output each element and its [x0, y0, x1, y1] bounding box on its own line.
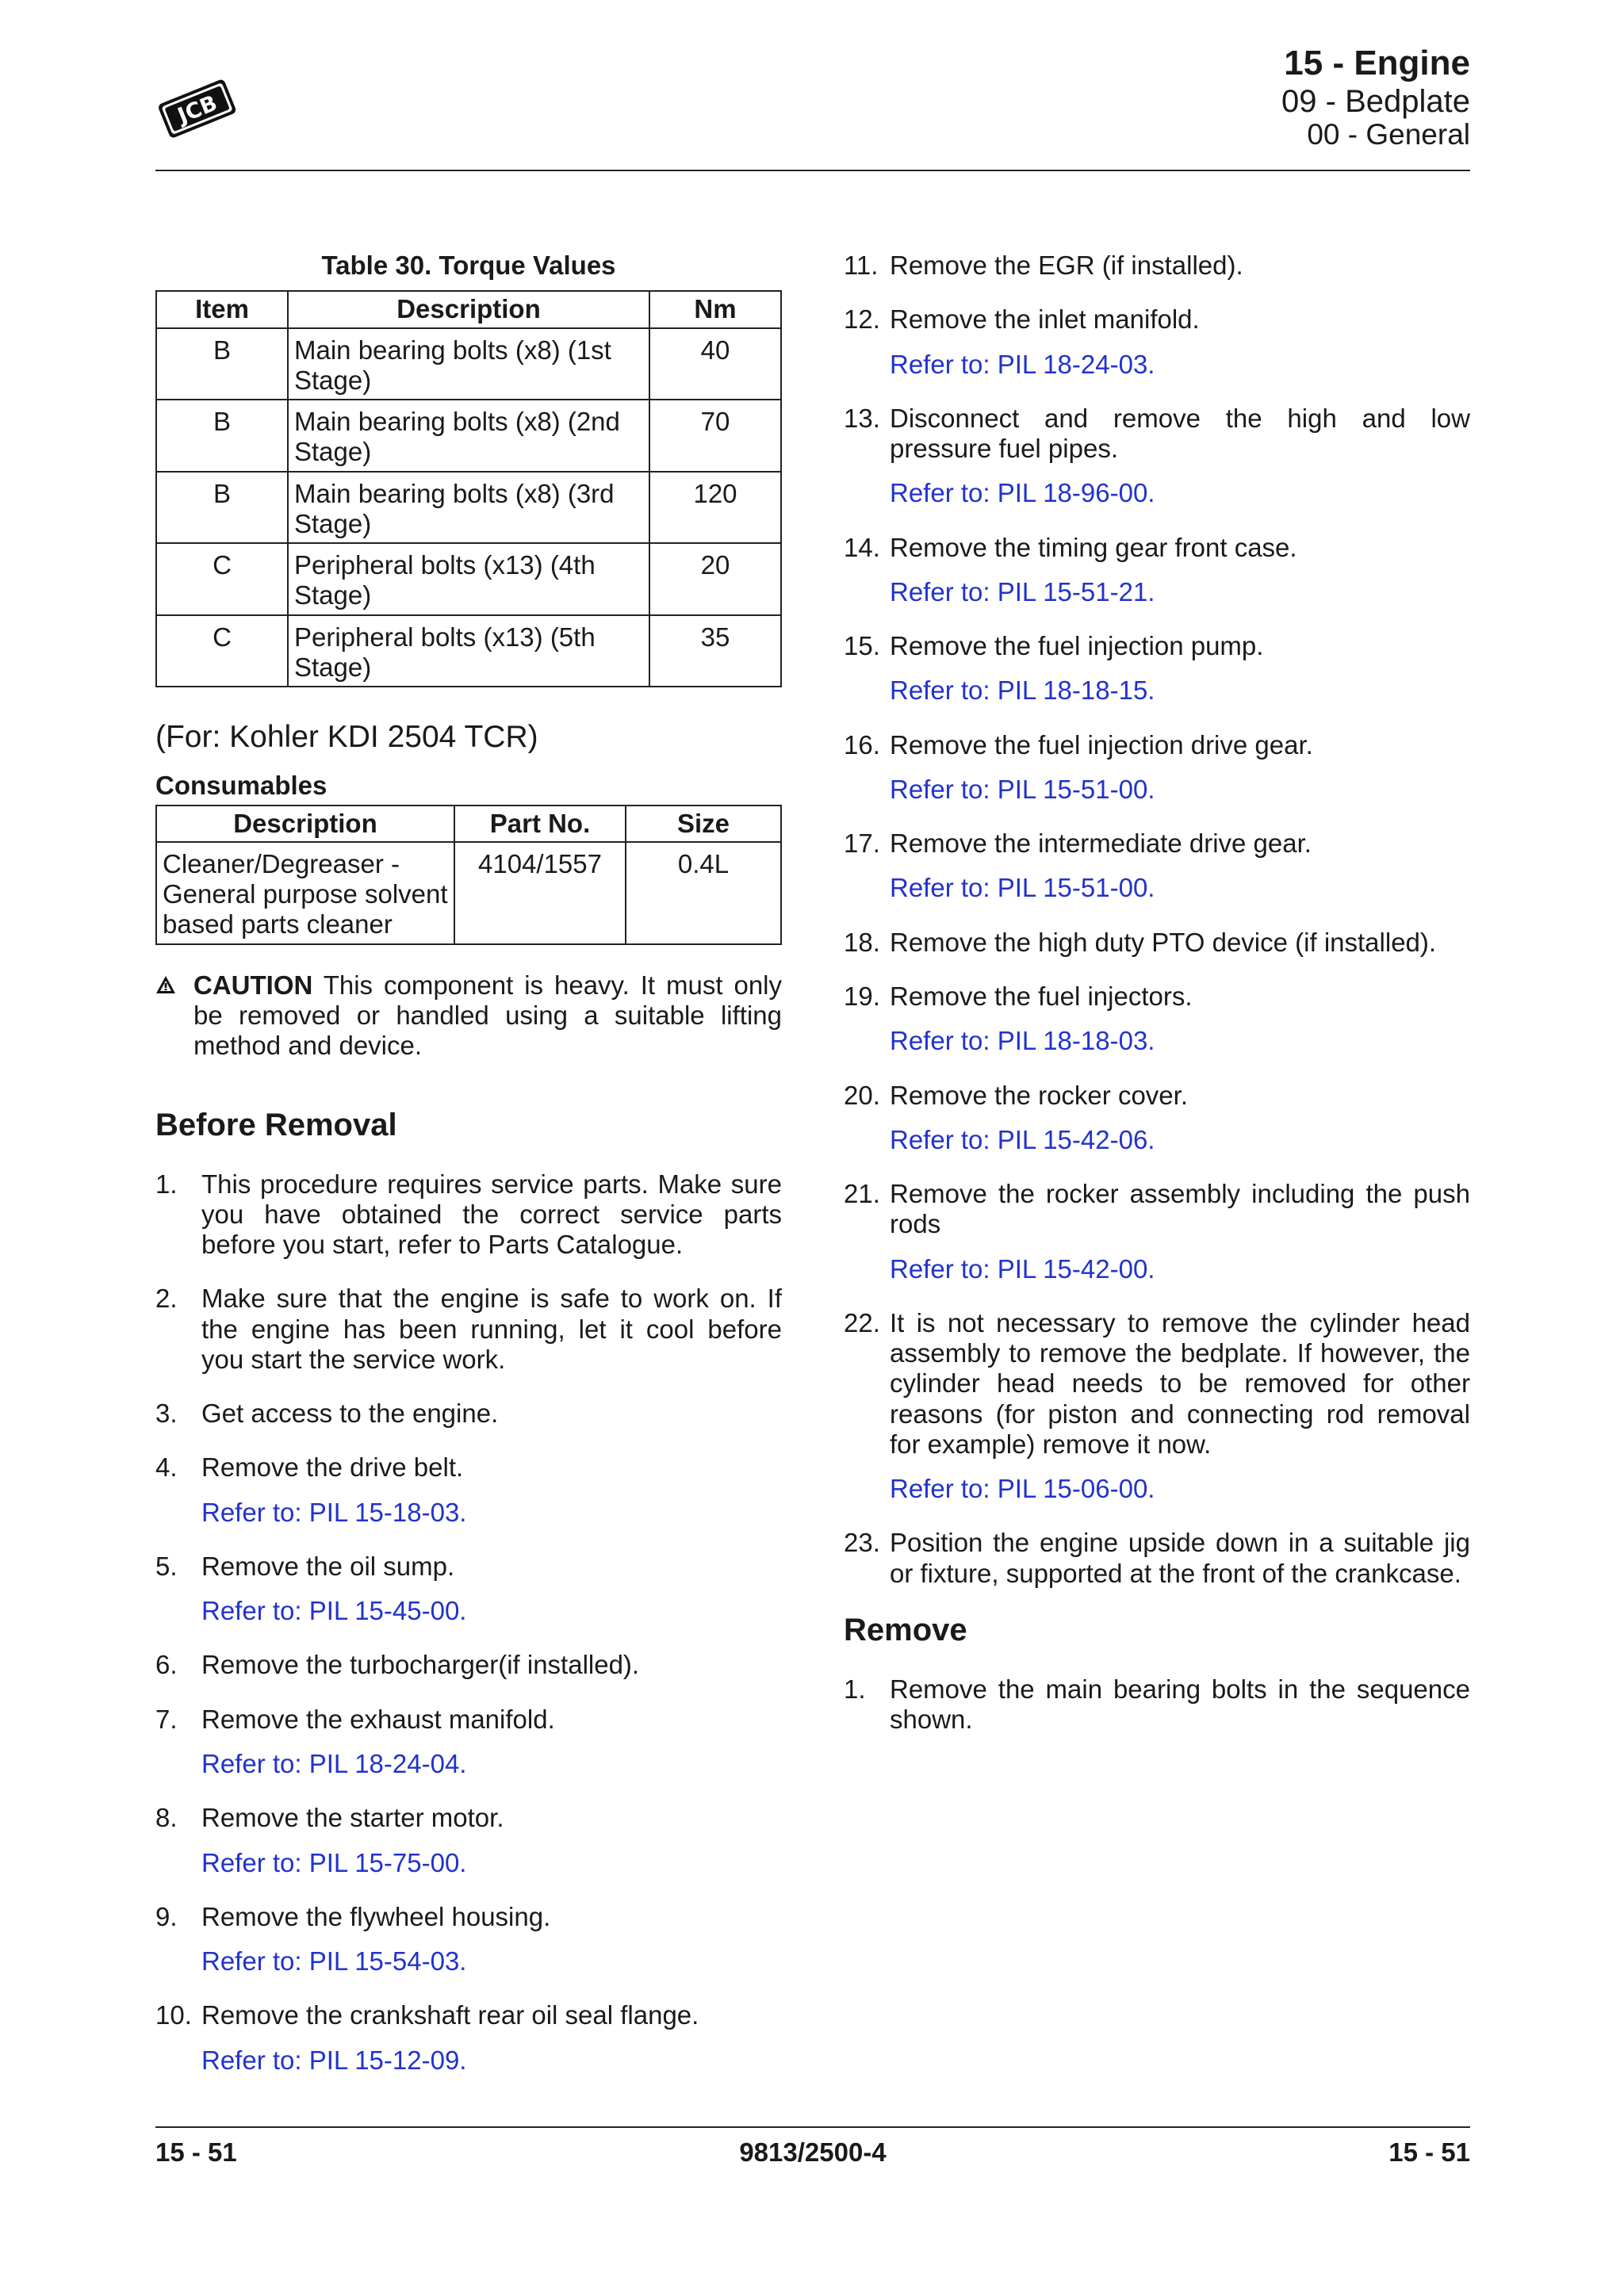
- step-number: 12.: [844, 304, 880, 335]
- step-text: Remove the fuel injection pump.: [890, 631, 1264, 661]
- step-text: Disconnect and remove the high and low pressure fuel pipes.: [890, 403, 1470, 464]
- step-number: 19.: [844, 981, 880, 1011]
- step-text: Remove the flywheel housing.: [201, 1901, 551, 1931]
- step-number: 11.: [844, 251, 879, 280]
- caution-text: This component is heavy. It must only be removed or handled using a suitable lifting method and device.: [193, 970, 782, 1061]
- consumables-header-description: Description: [156, 806, 454, 842]
- left-column: [155, 251, 782, 2099]
- step-number: 4.: [155, 1452, 178, 1483]
- chapter-title: 15 - Engine: [1284, 44, 1470, 82]
- consumables-header-part-no: Part No.: [454, 806, 626, 842]
- list-item: [155, 1902, 782, 1977]
- list-item: [155, 2000, 782, 2076]
- torque-value: 40: [649, 328, 781, 400]
- step-text: Remove the exhaust manifold.: [201, 1704, 555, 1734]
- caution-note: [155, 970, 782, 1062]
- torque-table-caption: Table 30. Torque Values: [321, 251, 616, 280]
- torque-value: 70: [649, 400, 781, 472]
- step-text: Remove the rocker assembly including the push rods: [890, 1179, 1470, 1239]
- list-item: [844, 1179, 1470, 1284]
- step-text: Remove the high duty PTO device (if installed).: [890, 927, 1437, 957]
- step-number: 14.: [844, 532, 880, 562]
- step-text: Remove the timing gear front case.: [890, 532, 1297, 562]
- step-text: It is not necessary to remove the cylinder head assembly to remove the bedplate. If however, the cylinder head needs to be removed for other reasons (for piston and connecting rod removal for example) remove it now.: [890, 1307, 1470, 1459]
- remove-steps: [844, 1674, 1470, 1735]
- step-text: Remove the main bearing bolts in the sequence shown.: [890, 1674, 1470, 1735]
- caution-label: CAUTION: [193, 970, 313, 1000]
- list-item: [155, 1705, 782, 1780]
- reference-link[interactable]: Refer to: PIL 15-06-00.: [890, 1474, 1155, 1504]
- step-number: 15.: [844, 631, 880, 661]
- torque-header-nm: Nm: [649, 291, 781, 327]
- applicability-note: (For: Kohler KDI 2504 TCR): [155, 720, 538, 755]
- footer-page-left: 15 - 51: [155, 2137, 237, 2167]
- step-text: Remove the starter motor.: [201, 1803, 504, 1833]
- list-item: [844, 730, 1470, 806]
- torque-header-item: Item: [156, 291, 288, 327]
- table-row: [156, 615, 781, 687]
- list-item: [844, 304, 1470, 380]
- reference-link[interactable]: Refer to: PIL 18-18-15.: [890, 675, 1155, 706]
- torque-value: 120: [649, 472, 781, 544]
- step-number: 2.: [155, 1284, 178, 1314]
- torque-description: Main bearing bolts (x8) (2nd Stage): [288, 400, 649, 472]
- torque-description: Peripheral bolts (x13) (4th Stage): [288, 543, 649, 615]
- step-number: 5.: [155, 1551, 178, 1581]
- torque-value: 20: [649, 543, 781, 615]
- list-item: [844, 982, 1470, 1057]
- step-number: 7.: [155, 1704, 178, 1734]
- step-text: Position the engine upside down in a suitable jig or fixture, supported at the front of the crankcase.: [890, 1528, 1470, 1588]
- list-item: [844, 1674, 1470, 1735]
- table-row: [156, 400, 781, 472]
- step-number: 17.: [844, 828, 880, 859]
- step-number: 3.: [155, 1399, 178, 1429]
- consumable-size: 0.4L: [626, 842, 781, 944]
- step-number: 9.: [155, 1901, 178, 1931]
- step-text: Get access to the engine.: [201, 1399, 499, 1429]
- list-item: [844, 251, 1470, 281]
- warning-triangle-icon: [155, 975, 176, 994]
- torque-item: B: [156, 472, 288, 544]
- step-text: This procedure requires service parts. Make sure you have obtained the correct service parts before you start, refer to Parts Catalogue.: [201, 1169, 782, 1260]
- step-number: 20.: [844, 1080, 880, 1110]
- before-removal-heading: Before Removal: [155, 1107, 397, 1142]
- torque-item: C: [156, 615, 288, 687]
- consumable-part-no: 4104/1557: [454, 842, 626, 944]
- reference-link[interactable]: Refer to: PIL 15-18-03.: [201, 1497, 467, 1527]
- consumables-header-size: Size: [626, 806, 781, 842]
- reference-link[interactable]: Refer to: PIL 15-42-00.: [890, 1253, 1155, 1284]
- torque-description: Main bearing bolts (x8) (3rd Stage): [288, 472, 649, 544]
- list-item: [844, 404, 1470, 509]
- torque-item: B: [156, 400, 288, 472]
- footer-page-right: 15 - 51: [1388, 2137, 1470, 2167]
- reference-link[interactable]: Refer to: PIL 15-45-00.: [201, 1596, 467, 1626]
- list-item: [844, 1081, 1470, 1156]
- subsection-title: 00 - General: [1307, 117, 1470, 151]
- torque-item: C: [156, 543, 288, 615]
- step-number: 16.: [844, 729, 880, 760]
- step-text: Remove the oil sump.: [201, 1551, 455, 1581]
- list-item: [155, 1284, 782, 1375]
- step-text: Remove the fuel injectors.: [890, 981, 1193, 1011]
- step-text: Remove the crankshaft rear oil seal flange.: [201, 2000, 699, 2030]
- step-number: 8.: [155, 1803, 178, 1833]
- step-number: 1.: [155, 1169, 178, 1199]
- section-title: 09 - Bedplate: [1281, 83, 1470, 119]
- consumables-label: Consumables: [155, 771, 327, 801]
- reference-link[interactable]: Refer to: PIL 15-42-06.: [890, 1124, 1155, 1154]
- list-item: [155, 1169, 782, 1261]
- reference-link[interactable]: Refer to: PIL 15-12-09.: [201, 2045, 467, 2075]
- step-number: 21.: [844, 1179, 880, 1209]
- list-item: [155, 1452, 782, 1528]
- reference-link[interactable]: Refer to: PIL 15-51-00.: [890, 873, 1155, 903]
- list-item: [844, 928, 1470, 958]
- step-text: Remove the drive belt.: [201, 1452, 464, 1483]
- list-item: [155, 1650, 782, 1680]
- reference-link[interactable]: Refer to: PIL 15-51-00.: [890, 774, 1155, 804]
- reference-link[interactable]: Refer to: PIL 18-24-03.: [890, 349, 1155, 379]
- table-row: [156, 472, 781, 544]
- torque-header-description: Description: [288, 291, 649, 327]
- list-item: [155, 1399, 782, 1429]
- step-text: Remove the turbocharger(if installed).: [201, 1650, 640, 1680]
- page-header: [1281, 43, 1470, 151]
- reference-link[interactable]: Refer to: PIL 15-75-00.: [201, 1847, 467, 1877]
- step-number: 6.: [155, 1650, 178, 1680]
- list-item: [844, 631, 1470, 706]
- remove-heading: Remove: [844, 1612, 967, 1647]
- reference-link[interactable]: Refer to: PIL 15-54-03.: [201, 1946, 467, 1976]
- reference-link[interactable]: Refer to: PIL 18-96-00.: [890, 478, 1155, 508]
- list-item: [844, 1308, 1470, 1505]
- footer-doc-number: 9813/2500-4: [739, 2137, 887, 2167]
- step-text: Make sure that the engine is safe to work on. If the engine has been running, let it cool before you start the service work.: [201, 1284, 782, 1374]
- torque-value: 35: [649, 615, 781, 687]
- step-number: 22.: [844, 1307, 880, 1337]
- list-item: [155, 1552, 782, 1627]
- list-item: [844, 533, 1470, 608]
- table-row: [156, 842, 781, 944]
- list-item: [155, 1803, 782, 1878]
- step-text: Remove the rocker cover.: [890, 1080, 1188, 1110]
- table-row: [156, 328, 781, 400]
- torque-table: [155, 290, 782, 687]
- header-divider: [155, 170, 1470, 171]
- step-text: Remove the fuel injection drive gear.: [890, 729, 1313, 760]
- before-removal-steps-part-1: [155, 1169, 782, 2076]
- list-item: [844, 1528, 1470, 1589]
- logo-text: JCB: [174, 90, 221, 129]
- step-text: Remove the EGR (if installed).: [890, 251, 1243, 280]
- step-number: 10.: [155, 2000, 192, 2030]
- right-column: [844, 251, 1470, 1759]
- footer-divider: [155, 2126, 1470, 2128]
- step-number: 1.: [844, 1674, 866, 1704]
- reference-link[interactable]: Refer to: PIL 18-18-03.: [890, 1026, 1155, 1056]
- step-number: 18.: [844, 927, 880, 957]
- consumable-description: Cleaner/Degreaser - General purpose solvent based parts cleaner: [156, 842, 454, 944]
- step-number: 13.: [844, 403, 880, 433]
- reference-link[interactable]: Refer to: PIL 18-24-04.: [201, 1749, 467, 1778]
- jcb-logo: [155, 73, 239, 146]
- list-item: [844, 828, 1470, 904]
- torque-description: Peripheral bolts (x13) (5th Stage): [288, 615, 649, 687]
- before-removal-steps-part-2: [844, 251, 1470, 1589]
- table-row: [156, 543, 781, 615]
- torque-item: B: [156, 328, 288, 400]
- step-number: 23.: [844, 1528, 880, 1558]
- consumables-table: [155, 805, 782, 945]
- torque-description: Main bearing bolts (x8) (1st Stage): [288, 328, 649, 400]
- reference-link[interactable]: Refer to: PIL 15-51-21.: [890, 576, 1155, 607]
- step-text: Remove the inlet manifold.: [890, 304, 1200, 335]
- step-text: Remove the intermediate drive gear.: [890, 828, 1312, 859]
